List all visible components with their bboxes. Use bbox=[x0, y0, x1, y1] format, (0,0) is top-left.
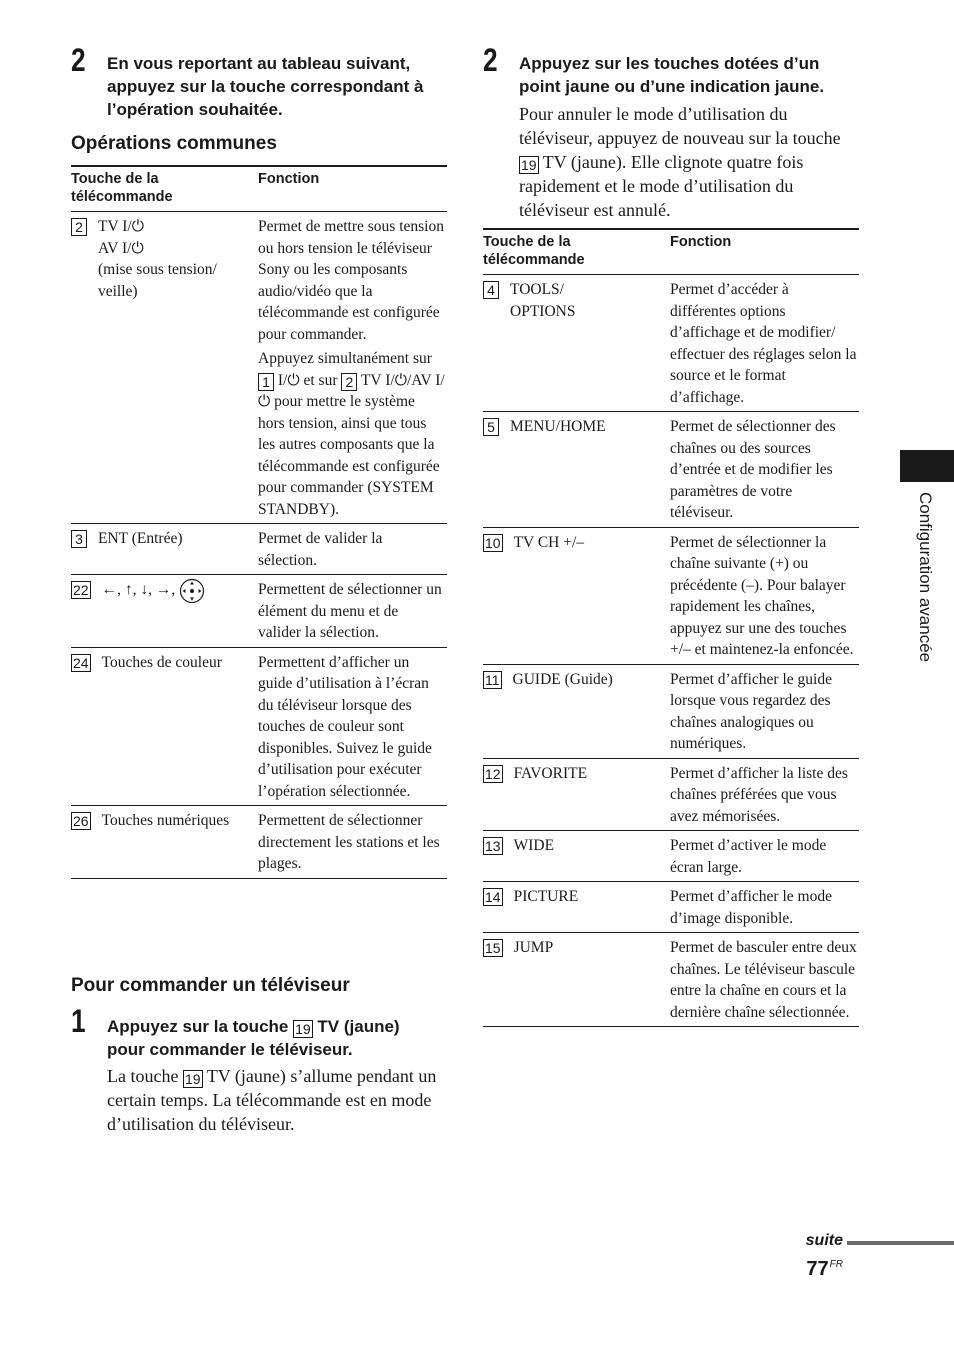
step-title: Appuyez sur les touches dotées d’un point jaune ou d’une indication jaune. bbox=[519, 54, 825, 96]
button-number-badge: 24 bbox=[73, 654, 89, 671]
table-row bbox=[483, 758, 859, 831]
section-title-common-operations: Opérations communes bbox=[71, 133, 277, 154]
table-row bbox=[483, 527, 859, 664]
table-row bbox=[483, 275, 859, 412]
function-description: Permet de sélectionner la chaîne suivante (+) ou précédente (–). Pour balayer rapidement les chaînes, appuyez sur une des touches +/– et maintenez-la enfoncée. bbox=[670, 533, 854, 658]
page-number: $77^{FR}$ bbox=[806, 1258, 843, 1280]
table-row bbox=[71, 212, 447, 524]
button-number-badge: 2 bbox=[71, 218, 87, 236]
key-label: TV CH +/– bbox=[513, 533, 585, 551]
button-number-badge: 19 bbox=[184, 1071, 201, 1087]
tv-operations-table bbox=[483, 228, 859, 1027]
button-number-badge: 19 bbox=[521, 157, 537, 173]
key-label: TOOLS/ OPTIONS bbox=[510, 281, 576, 320]
step-number: 1 bbox=[71, 1003, 86, 1039]
function-description: Permet de sélectionner des chaînes ou des sources d’entrée et de modifier les paramètres de votre téléviseur. bbox=[670, 418, 836, 521]
step-title: Appuyez sur la touche 19 TV (jaune) pour commander le téléviseur. bbox=[107, 1017, 400, 1059]
column-header-key: Touche de la télécommande bbox=[71, 166, 258, 212]
table-row bbox=[71, 806, 447, 879]
section-title-tv-control: Pour commander un téléviseur bbox=[71, 975, 350, 996]
button-number-badge: 14 bbox=[485, 889, 501, 905]
chapter-side-label: Configuration avancée bbox=[916, 492, 935, 663]
table-row bbox=[71, 647, 447, 806]
function-description: Permet d’afficher le guide lorsque vous regardez des chaînes analogiques ou numériques. bbox=[670, 670, 832, 752]
step-body: La touche 19 TV (jaune) s’allume pendant un certain temps. La télécommande est en mode d’utilisation du téléviseur. bbox=[107, 1066, 437, 1134]
step-number: 2 bbox=[71, 42, 86, 78]
key-label: GUIDE (Guide) bbox=[512, 670, 613, 688]
button-number-badge: 12 bbox=[485, 765, 501, 782]
function-description-note: Appuyez simultanément sur 1 I/⏻ et sur 2 TV I/⏻/AV I/⏻ pour mettre le système hors tension, ainsi que tous les autres composants que la télécommande est configurée pour commander (SYSTEM STANDBY). bbox=[258, 350, 445, 518]
function-description: Permet d’accéder à différentes options d’affichage et de modifier/ effectuer des réglages selon la source et le format d’affichage. bbox=[670, 281, 857, 406]
table-row bbox=[483, 664, 859, 758]
button-number-badge: 1 bbox=[258, 373, 274, 391]
key-label: JUMP bbox=[513, 939, 554, 956]
table-row bbox=[483, 831, 859, 882]
continued-label: suite bbox=[805, 1232, 843, 1249]
step-title: En vous reportant au tableau suivant, appuyez sur la touche correspondant à l’opération souhaitée. bbox=[107, 54, 424, 119]
column-header-key: Touche de la télécommande bbox=[483, 229, 670, 275]
button-number-badge: 4 bbox=[483, 281, 499, 299]
column-header-function: Fonction bbox=[258, 166, 447, 212]
button-number-badge: 26 bbox=[73, 813, 89, 829]
key-label: MENU/HOME bbox=[510, 418, 606, 435]
table-row bbox=[483, 933, 859, 1027]
key-label: Touches numériques bbox=[101, 812, 230, 829]
button-number-badge: 13 bbox=[485, 838, 501, 854]
table-header-row bbox=[71, 166, 447, 212]
key-label: ENT (Entrée) bbox=[98, 530, 183, 547]
button-number-badge: 15 bbox=[485, 940, 501, 956]
button-number-badge: 2 bbox=[341, 373, 357, 391]
key-label: Touches de couleur bbox=[101, 653, 222, 671]
key-label: FAVORITE bbox=[513, 764, 588, 782]
chapter-tab-marker bbox=[900, 450, 954, 482]
column-header-function: Fonction bbox=[670, 229, 859, 275]
step-number: 2 bbox=[483, 42, 498, 78]
function-description: Permet de valider la sélection. bbox=[258, 530, 383, 569]
button-number-badge: 3 bbox=[71, 530, 87, 548]
button-number-badge: 19 bbox=[295, 1021, 311, 1037]
function-description: Permet de mettre sous tension ou hors tension le téléviseur Sony ou les composants audio/vidéo que la télécommande est configurée pour commander. bbox=[258, 218, 444, 343]
function-description: Permettent de sélectionner directement les stations et les plages. bbox=[258, 812, 440, 872]
key-label: WIDE bbox=[513, 837, 555, 854]
continued-bar bbox=[847, 1241, 954, 1245]
button-number-badge: 22 bbox=[73, 582, 89, 598]
table-row bbox=[71, 524, 447, 575]
common-operations-table bbox=[71, 165, 447, 879]
function-description: Permettent d’afficher un guide d’utilisation à l’écran du téléviseur lorsque des touches de couleur sont disponibles. Suivez le guide d’utilisation pour exécuter l’opération sélectionnée. bbox=[258, 653, 432, 800]
button-number-badge: 10 bbox=[485, 534, 501, 551]
key-label: PICTURE bbox=[513, 888, 579, 905]
button-number-badge: 5 bbox=[483, 418, 499, 436]
function-description: Permet d’activer le mode écran large. bbox=[670, 837, 827, 876]
table-row bbox=[483, 882, 859, 933]
table-row bbox=[483, 412, 859, 528]
step-body: Pour annuler le mode d’utilisation du téléviseur, appuyez de nouveau sur la touche 19 TV (jaune). Elle clignote quatre fois rapidement et le mode d’utilisation du téléviseur est annulé. bbox=[519, 104, 841, 220]
function-description: Permet d’afficher le mode d’image disponible. bbox=[670, 888, 832, 927]
function-description: Permet de basculer entre deux chaînes. Le téléviseur bascule entre la chaîne en cours et la dernière chaîne sélectionnée. bbox=[670, 939, 857, 1021]
function-description: Permettent de sélectionner un élément du menu et de valider la sélection. bbox=[258, 581, 442, 641]
table-row bbox=[71, 575, 447, 648]
enter-circle-icon bbox=[179, 578, 205, 604]
function-description: Permet d’afficher la liste des chaînes préférées que vous avez mémorisées. bbox=[670, 764, 848, 825]
key-label: TV I/⏻ AV I/⏻ (mise sous tension/ veille) bbox=[98, 218, 217, 300]
table-header-row bbox=[483, 229, 859, 275]
button-number-badge: 11 bbox=[485, 671, 500, 688]
arrow-keys-label: ←, ↑, ↓, →, bbox=[101, 581, 176, 598]
language-suffix: FR bbox=[829, 1259, 843, 1270]
